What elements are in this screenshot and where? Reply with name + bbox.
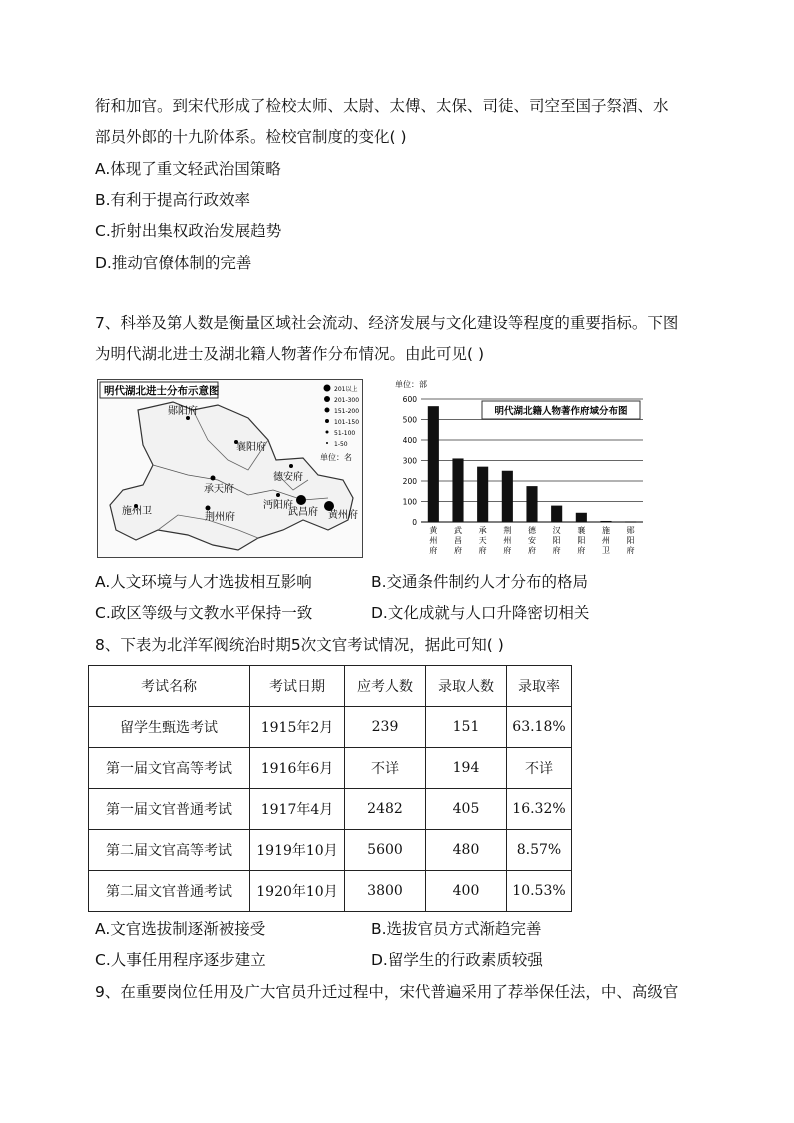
- table-cell: 10.53%: [507, 871, 572, 912]
- table-cell: 3800: [345, 871, 426, 912]
- table-cell: 第二届文官高等考试: [89, 830, 250, 871]
- q7-option-d: D.文化成就与人口升降密切相关: [371, 604, 590, 622]
- q7-option-c: C.政区等级与文教水平保持一致: [95, 604, 313, 622]
- table-header-cell: 录取人数: [426, 666, 507, 707]
- q8-option-a: A.文官选拔制逐渐被接受: [95, 920, 266, 938]
- bar: [502, 471, 513, 522]
- place-chengtian: 承天府: [204, 484, 234, 495]
- q8-stem: 8、下表为北洋军阀统治时期5次文官考试情况，据此可知( ): [95, 636, 504, 654]
- x-tick-label: 承天府: [478, 526, 487, 555]
- table-header-cell: 应考人数: [345, 666, 426, 707]
- legend-3: 101-150: [334, 419, 360, 426]
- place-jingzhou: 荆州府: [205, 512, 235, 523]
- q8-option-c: C.人事任用程序逐步建立: [95, 951, 266, 969]
- table-cell: 1916年6月: [250, 748, 345, 789]
- x-tick-label: 郧阳府: [626, 526, 635, 555]
- y-tick-label: 400: [402, 436, 417, 445]
- hubei-jinshi-map: [97, 379, 363, 558]
- place-dean: 德安府: [273, 472, 303, 483]
- x-tick-label: 汉阳府: [552, 526, 561, 555]
- table-cell: 1920年10月: [250, 871, 345, 912]
- x-tick-label: 荆州府: [503, 526, 512, 555]
- exam-table: [88, 665, 572, 912]
- table-cell: 8.57%: [507, 830, 572, 871]
- legend-2: 151-200: [334, 408, 360, 415]
- q6-option-b: B.有利于提高行政效率: [95, 191, 251, 209]
- table-cell: 不详: [507, 748, 572, 789]
- q6-option-d: D.推动官僚体制的完善: [95, 254, 252, 272]
- table-row: [89, 789, 572, 830]
- q7-stem-line2: 为明代湖北进士及湖北籍人物著作分布情况。由此可见( ): [95, 345, 485, 363]
- bar: [600, 521, 611, 522]
- table-cell: 不详: [345, 748, 426, 789]
- q7-option-b: B.交通条件制约人才分布的格局: [371, 573, 589, 591]
- chart-title: 明代湖北籍人物著作府域分布图: [494, 406, 628, 417]
- legend-1: 201-300: [334, 397, 360, 404]
- table-header-cell: 考试名称: [89, 666, 250, 707]
- legend-0: 201以上: [334, 386, 358, 393]
- table-cell: 5600: [345, 830, 426, 871]
- table-cell: 16.32%: [507, 789, 572, 830]
- writings-bar-chart: [393, 377, 648, 562]
- y-tick-label: 0: [412, 518, 417, 527]
- y-tick-label: 300: [402, 456, 417, 466]
- x-tick-label: 德安府: [528, 526, 536, 555]
- place-shizhou: 施州卫: [122, 506, 152, 517]
- q8-option-d: D.留学生的行政素质较强: [371, 951, 543, 969]
- chart-unit: 单位：部: [395, 380, 427, 389]
- place-huangzhou: 黄州府: [328, 510, 358, 521]
- q7-stem-line1: 7、科举及第人数是衡量区域社会流动、经济发展与文化建设等程度的重要指标。下图: [95, 314, 679, 332]
- table-cell: 2482: [345, 789, 426, 830]
- x-tick-label: 施州卫: [602, 526, 610, 555]
- table-cell: 239: [345, 707, 426, 748]
- table-cell: 405: [426, 789, 507, 830]
- q6-option-a: A.体现了重文轻武治国策略: [95, 160, 281, 178]
- table-cell: 151: [426, 707, 507, 748]
- bar: [477, 467, 488, 522]
- table-cell: 63.18%: [507, 707, 572, 748]
- q9-stem-line1: 9、在重要岗位任用及广大官员升迁过程中，宋代普遍采用了荐举保任法，中、高级官: [95, 983, 679, 1001]
- map-legend: [320, 385, 359, 463]
- legend-5: 1-50: [334, 441, 348, 448]
- q6-text-line1: 衔和加官。到宋代形成了检校太师、太尉、太傅、太保、司徒、司空至国子祭酒、水: [95, 97, 669, 115]
- table-cell: 480: [426, 830, 507, 871]
- table-cell: 第二届文官普通考试: [89, 871, 250, 912]
- bar: [452, 458, 463, 522]
- q8-option-b: B.选拔官员方式渐趋完善: [371, 920, 542, 938]
- bar: [576, 513, 587, 522]
- table-cell: 1915年2月: [250, 707, 345, 748]
- table-row: [89, 871, 572, 912]
- table-cell: 第一届文官高等考试: [89, 748, 250, 789]
- place-wuchang: 武昌府: [288, 507, 318, 518]
- table-cell: 1919年10月: [250, 830, 345, 871]
- bar-chart-svg: [393, 377, 648, 562]
- q6-option-c: C.折射出集权政治发展趋势: [95, 222, 282, 240]
- table-header-cell: 录取率: [507, 666, 572, 707]
- y-tick-label: 200: [402, 477, 417, 486]
- place-mianyang: 沔阳府: [263, 500, 293, 511]
- table-row: [89, 707, 572, 748]
- map-unit: 单位：名: [320, 453, 352, 462]
- bar: [526, 486, 537, 522]
- y-tick-label: 100: [402, 497, 417, 507]
- place-xiangyang: 襄阳府: [236, 442, 266, 453]
- legend-4: 51-100: [334, 430, 356, 437]
- x-tick-label: 襄阳府: [577, 526, 586, 555]
- y-tick-label: 600: [402, 395, 417, 404]
- q6-text-line2: 部员外郎的十九阶体系。检校官制度的变化( ): [95, 128, 407, 146]
- table-cell: 194: [426, 748, 507, 789]
- x-tick-label: 武昌府: [454, 526, 462, 555]
- bar: [625, 522, 636, 523]
- table-row: [89, 748, 572, 789]
- table-cell: 400: [426, 871, 507, 912]
- table-row: [89, 830, 572, 871]
- table-cell: 1917年4月: [250, 789, 345, 830]
- q7-option-a: A.人文环境与人才选拔相互影响: [95, 573, 312, 591]
- y-tick-label: 500: [402, 415, 417, 425]
- place-yunyang: 郧阳府: [168, 406, 198, 417]
- table-header-row: [89, 666, 572, 707]
- bar: [428, 406, 439, 522]
- table-cell: 第一届文官普通考试: [89, 789, 250, 830]
- table-header-cell: 考试日期: [250, 666, 345, 707]
- table-cell: 留学生甄选考试: [89, 707, 250, 748]
- x-tick-label: 黄州府: [429, 526, 438, 555]
- map-svg: [98, 380, 362, 557]
- map-title: 明代湖北进士分布示意图: [104, 385, 220, 397]
- bar: [551, 506, 562, 522]
